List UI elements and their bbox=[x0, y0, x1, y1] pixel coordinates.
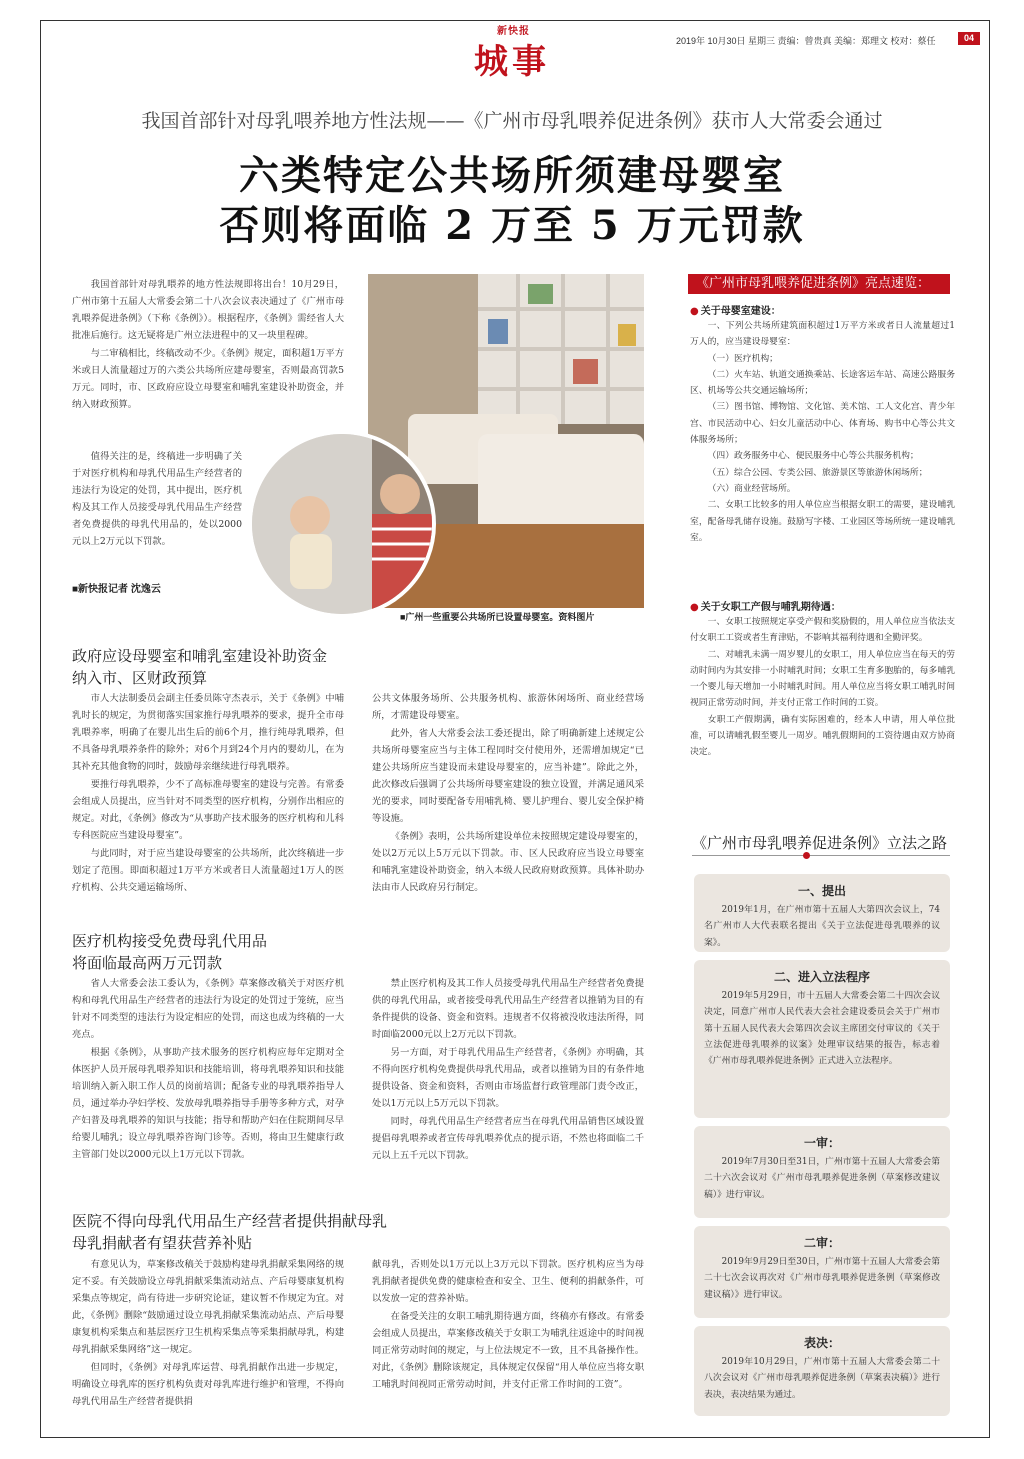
sidebar-paragraph: （五）综合公园、专类公园、旅游景区等旅游休闲场所； bbox=[707, 467, 928, 478]
step-vote bbox=[694, 1326, 950, 1416]
section1-title bbox=[72, 645, 327, 689]
sidebar-block-maternity bbox=[690, 614, 955, 794]
step-text: 2019年10月29日，广州市第十五届人大常委会第二十八次会议对《广州市母乳喂养促进条例（草案表决稿）》进行表决，表决结果为通过。 bbox=[704, 1357, 940, 1400]
section3-title-line1: 医院不得向母乳代用品生产经营者提供捐献母乳 bbox=[72, 1212, 388, 1230]
headline-line2: 否则将面临 2 万至 5 万元罚款 bbox=[219, 202, 805, 249]
sidebar-block-nursing-room bbox=[690, 318, 955, 580]
mother-baby-illustration bbox=[252, 434, 432, 614]
section3-title bbox=[72, 1210, 387, 1254]
section1-title-line2: 纳入市、区财政预算 bbox=[72, 669, 208, 687]
section2-title bbox=[72, 930, 267, 974]
section1-left-column bbox=[72, 690, 344, 905]
step-text: 2019年1月，在广州市第十五届人大第四次会议上，74名广州市人大代表联名提出《关于立法促进母乳喂养的议案》。 bbox=[704, 905, 940, 948]
issue-info: 2019年 10月30日 星期三 责编：曾贵真 美编：郑理文 校对：蔡任 bbox=[676, 36, 936, 46]
lead-paragraph: 值得关注的是，终稿进一步明确了关于对医疗机构和母乳代用品生产经营者的违法行为设定的处罚，其中提出，医疗机构及其工作人员接受母乳代用品生产经营者免费提供的母乳代用品的，处以2000元以上2万元以下罚款。 bbox=[72, 451, 242, 547]
section2-left-column bbox=[72, 975, 344, 1190]
sidebar-paragraph: 二、对哺乳未满一周岁婴儿的女职工，用人单位应当在每天的劳动时间内为其安排一小时哺乳时间；女职工生育多胞胎的，每多哺乳一个婴儿每天增加一小时哺乳时间。用人单位应当将女职工哺乳时间视同正常劳动时间，并支付正常工作时间的工资。 bbox=[690, 649, 955, 709]
body-paragraph: 此外，省人大常委会法工委还提出，除了明确新建上述规定公共场所母婴室应当与主体工程同时交付使用外，还需增加规定“已建公共场所应当建设而未建设母婴室的，应当补建”。除此之外，此次修改后强调了公共场所母婴室建设的独立设置，并满足通风采光的要求，同时要配备专用哺乳椅、婴儿护理台、婴儿安全保护椅等设施。 bbox=[372, 728, 644, 824]
lead-paragraph: 我国首部针对母乳喂养的地方性法规即将出台！10月29日，广州市第十五届人大常委会第二十八次会议表决通过了《广州市母乳喂养促进条例》（下称《条例》）。根据程序，《条例》需经省人大批准后施行。这无疑将是广州立法进程中的又一块里程碑。 bbox=[72, 279, 344, 341]
body-paragraph: 禁止医疗机构及其工作人员接受母乳代用品生产经营者免费提供的母乳代用品，或者接受母乳代用品生产经营者以推销为目的有条件提供的设备、资金和资料。违规者不仅将被没收违法所得，同时面临2000元以上2万元以下罚款。 bbox=[372, 978, 644, 1040]
photo-inset-mother-baby bbox=[248, 430, 436, 618]
body-paragraph: 省人大常委会法工委认为，《条例》草案修改稿关于对医疗机构和母乳代用品生产经营者的违法行为设定的处罚过于笼统，应当针对不同类型的违法行为设定相应的处罚，而这也成为终稿的一大亮点。 bbox=[72, 978, 344, 1040]
step-first-review bbox=[694, 1126, 950, 1218]
step-second-review bbox=[694, 1226, 950, 1318]
body-paragraph: 与此同时，对于应当建设母婴室的公共场所，此次终稿进一步划定了范围。即面积超过1万平方米或者日人流量超过1万人的医疗机构、公共交通运输场所、 bbox=[72, 848, 344, 893]
section2-title-line1: 医疗机构接受免费母乳代用品 bbox=[72, 932, 268, 950]
section3-left-column bbox=[72, 1256, 344, 1426]
section2-title-line2: 将面临最高两万元罚款 bbox=[72, 954, 223, 972]
photo-caption: ■广州一些重要公共场所已设置母婴室。资料图片 bbox=[400, 612, 595, 622]
legislation-path-title: 《广州市母乳喂养促进条例》立法之路 bbox=[692, 834, 948, 852]
byline: ■新快报记者 沈逸云 bbox=[72, 584, 161, 595]
section3-right-column bbox=[372, 1256, 644, 1426]
body-paragraph: 根据《条例》，从事助产技术服务的医疗机构应每年定期对全体医护人员开展母乳喂养知识和技能培训，将母乳喂养知识和技能培训纳入新入职工作人员的岗前培训；配备专业的母乳喂养指导人员，通过举办孕妇学校、发放母乳喂养指导手册等多种方式，对孕产妇普及母乳喂养的知识与技能；指导和帮助产妇在住院期间尽早给婴儿哺乳；设立母乳喂养咨询门诊等。否则，将由卫生健康行政主管部门处以2000元以上1万元以下罚款。 bbox=[72, 1047, 344, 1160]
body-paragraph: 在备受关注的女职工哺乳期待遇方面，终稿亦有修改。有常委会组成人员提出，草案修改稿关于女职工为哺乳往返途中的时间视同正常劳动时间的规定，与上位法规定不一致，且不具备操作性。对此，《条例》删除该规定，具体规定仅保留“用人单位应当将女职工哺乳时间视同正常劳动时间，并支付正常工作时间的工资”。 bbox=[372, 1311, 644, 1390]
step-title: 一审： bbox=[803, 1136, 840, 1150]
sidebar-banner: 《广州市母乳喂养促进条例》亮点速览： bbox=[688, 274, 950, 294]
body-paragraph: 同时，母乳代用品生产经营者应当在母乳代用品销售区域设置提倡母乳喂养或者宣传母乳喂养优点的提示语，不然也将面临二千元以上五千元以下罚款。 bbox=[372, 1116, 644, 1161]
sidebar-paragraph: （六）商业经营场所。 bbox=[707, 483, 796, 494]
divider-dot bbox=[803, 852, 810, 859]
section1-title-line1: 政府应设母婴室和哺乳室建设补助资金 bbox=[72, 647, 328, 665]
body-paragraph: 另一方面，对于母乳代用品生产经营者，《条例》亦明确，其不得向医疗机构免费提供母乳代用品，或者以推销为目的有条件地提供设备、资金和资料，否则由市场监督行政管理部门责令改正，处以1万元以上5万元以下罚款。 bbox=[372, 1047, 644, 1109]
body-paragraph: 有意见认为，草案修改稿关于鼓励构建母乳捐献采集网络的规定不妥。有关鼓励设立母乳捐献采集流动站点、产后母婴康复机构采集点等规定，尚有待进一步研究论证，建议暂不作规定为宜。对此，《条例》删除“鼓励通过设立母乳捐献采集流动站点、产后母婴康复机构采集点和基层医疗卫生机构采集点等采集捐献母乳，构建母乳捐献采集网络”这一规定。 bbox=[72, 1259, 344, 1355]
sidebar-paragraph: （四）政务服务中心、便民服务中心等公共服务机构； bbox=[707, 451, 919, 462]
brand-logo-small: 新快报 bbox=[497, 26, 530, 37]
step-text: 2019年5月29日，市十五届人大常委会第二十四次会议决定，同意广州市人民代表大会社会建设委员会关于广州市第十五届人民代表大会第四次会议主席团交付审议的《关于立法促进母乳喂养的议案》处理审议结果的报告，标志着《广州市母乳喂养促进条例》正式进入立法程序。 bbox=[704, 991, 940, 1067]
step-title: 表决： bbox=[803, 1336, 840, 1350]
divider bbox=[692, 855, 950, 856]
body-paragraph: 《条例》表明，公共场所建设单位未按照规定建设母婴室的，处以2万元以上5万元以下罚款。市、区人民政府应当设立母婴室和哺乳室建设补助资金，纳入本级人民政府财政预算。具体补助办法由市人民政府另行制定。 bbox=[372, 831, 644, 893]
body-paragraph: 但同时，《条例》对母乳库运营、母乳捐献作出进一步规定，明确设立母乳库的医疗机构负责对母乳库进行维护和管理，不得向母乳代用品生产经营者提供捐 bbox=[72, 1362, 344, 1407]
headline-line1: 六类特定公共场所须建母婴室 bbox=[239, 152, 785, 199]
sidebar-paragraph: 女职工产假期满，确有实际困难的，经本人申请，用人单位批准，可以请哺乳假至婴儿一周岁。哺乳假期间的工资待遇由双方协商决定。 bbox=[690, 714, 955, 758]
section1-right-column bbox=[372, 690, 644, 905]
lead-text-wrap bbox=[72, 448, 242, 568]
sidebar-paragraph: 二、女职工比较多的用人单位应当根据女职工的需要，建设哺乳室，配备母乳储存设施。鼓励写字楼、工业园区等场所统一建设哺乳室。 bbox=[690, 500, 955, 543]
sidebar-paragraph: （三）图书馆、博物馆、文化馆、美术馆、工人文化宫、青少年宫、市民活动中心、妇女儿童活动中心、体育场、购书中心等公共文体服务场所； bbox=[690, 402, 955, 446]
step-title: 二审： bbox=[803, 1236, 840, 1250]
section2-right-column bbox=[372, 975, 644, 1190]
section-title: 城事 bbox=[474, 42, 550, 82]
sidebar-paragraph: 一、下列公共场所建筑面积超过1万平方米或者日人流量超过1万人的，应当建设母婴室： bbox=[690, 321, 955, 348]
body-paragraph: 公共文体服务场所、公共服务机构、旅游休闲场所、商业经营场所，才需建设母婴室。 bbox=[372, 693, 644, 721]
step-title: 一、提出 bbox=[797, 884, 846, 898]
step-text: 2019年9月29日至30日，广州市第十五届人大常委会第二十七次会议再次对《广州市母乳喂养促进条例（草案修改建议稿）》进行审议。 bbox=[704, 1257, 940, 1300]
subtitle: 我国首部针对母乳喂养地方性法规——《广州市母乳喂养促进条例》获市人大常委会通过 bbox=[141, 110, 883, 132]
step-text: 2019年7月30日至31日，广州市第十五届人大常委会第二十六次会议对《广州市母乳喂养促进条例（草案修改建议稿）》进行审议。 bbox=[704, 1157, 940, 1200]
sidebar-heading-maternity: ● 关于女职工产假与哺乳期待遇： bbox=[690, 598, 841, 613]
step-title: 二、进入立法程序 bbox=[773, 970, 870, 984]
body-paragraph: 献母乳，否则处以1万元以上3万元以下罚款。医疗机构应当为母乳捐献者提供免费的健康检查和安全、卫生、便利的捐献条件，可以发放一定的营养补贴。 bbox=[372, 1259, 644, 1304]
lead-paragraph: 与二审稿相比，终稿改动不少。《条例》规定，面积超1万平方米或日人流量超过万的六类公共场所应建母婴室，否则最高罚款5万元。同时，市、区政府应设立母婴室和哺乳室建设补助资金，并纳入财政预算。 bbox=[72, 348, 344, 410]
sidebar-paragraph: （一）医疗机构； bbox=[707, 353, 778, 364]
body-paragraph: 要推行母乳喂养，少不了高标准母婴室的建设与完善。有常委会组成人员提出，应当针对不同类型的医疗机构，分别作出相应的规定。对此，《条例》修改为“从事助产技术服务的医疗机构和儿科专科医院应当建设母婴室”。 bbox=[72, 779, 344, 841]
section3-title-line2: 母乳捐献者有望获营养补贴 bbox=[72, 1234, 253, 1252]
step-proposal bbox=[694, 874, 950, 952]
page-number: 04 bbox=[958, 32, 980, 45]
sidebar-paragraph: 一、女职工按照规定享受产假和奖励假的，用人单位应当依法支付女职工工资或者生育津贴，不影响其福利待遇和全勤评奖。 bbox=[690, 617, 955, 644]
lead-text bbox=[72, 276, 344, 448]
step-legislation bbox=[694, 960, 950, 1118]
body-paragraph: 市人大法制委员会副主任委员陈守杰表示，关于《条例》中哺乳时长的规定，为贯彻落实国家推行母乳喂养的要求，提升全市母乳喂养率，明确了在婴儿出生后的前6个月，推行纯母乳喂养，但不具备母乳喂养条件的除外；对6个月到24个月内的婴幼儿，在为其补充其他食物的同时，鼓励母亲继续进行母乳喂养。 bbox=[72, 693, 344, 772]
sidebar-paragraph: （二）火车站、轨道交通换乘站、长途客运车站、高速公路服务区、机场等公共交通运输场所； bbox=[690, 369, 955, 397]
sidebar-heading-nursing-room: ● 关于母婴室建设： bbox=[690, 302, 781, 317]
